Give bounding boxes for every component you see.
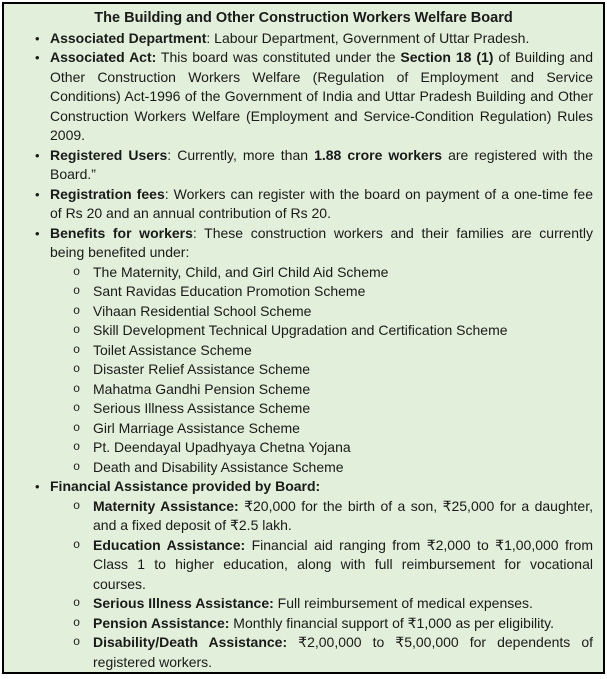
text-segment: : These construction workers and their families are currently being benefited under: [50,224,593,260]
text-segment: Vihaan Residential School Scheme [93,302,312,319]
text-segment: are registered with the Board.” [50,146,594,182]
bullet-list [4,29,593,673]
bullet-item [4,185,593,224]
text-segment: Skill Development Technical Upgradation and Certification Scheme [93,322,508,338]
sub-bullet-item [4,594,593,614]
bold-text-segment: Registered Users [50,146,168,163]
circle-bullet-marker: o [73,420,81,435]
text-segment: This board was constituted under the [156,49,401,65]
bullet-text [93,459,344,475]
circle-bullet-marker: o [73,635,81,649]
bullet-text [93,322,508,338]
text-segment: Disaster Relief Assistance Scheme [93,361,311,377]
circle-bullet-marker: o [73,303,81,318]
text-segment: Death and Disability Assistance Scheme [93,458,344,475]
sub-bullet-item [4,399,593,419]
text-segment: Mahatma Gandhi Pension Scheme [93,380,311,397]
disc-bullet-marker: • [35,479,40,494]
bullet-text [93,537,593,592]
text-segment: of Building and Other Construction Workers Welfare (Regulation of Employment and Service Conditions) Act-1996 of the Government of India and Uttar Pradesh Building and Other Construction Workers Welfare (Employment and Service-Condition Regulation) Rules 2009. [50,49,593,143]
disc-bullet-marker: • [35,30,40,46]
text-segment: Toilet Assistance Scheme [93,341,252,358]
sub-bullet-item [4,341,593,361]
sub-bullet-item [4,282,593,302]
circle-bullet-marker: o [73,323,81,337]
bold-text-segment: Registration fees [50,185,165,202]
text-segment: Serious Illness Assistance Scheme [93,400,311,416]
disc-bullet-marker: • [35,225,40,241]
sub-bullet-item [4,438,593,458]
sub-bullet-item [4,458,593,478]
bullet-text [50,225,593,261]
disc-bullet-marker: • [35,147,40,163]
sub-bullet-item [4,497,593,536]
bullet-text [93,361,310,377]
bold-text-segment: Maternity Assistance: [93,497,239,514]
text-segment: Girl Marriage Assistance Scheme [93,419,300,436]
bullet-text [50,147,593,183]
bullet-text [93,615,554,631]
bullet-text [93,342,252,358]
text-segment: : Workers can register with the board on payment of a one-time fee of Rs 20 and an annual contribution of Rs 20. [50,185,593,221]
text-segment: : Currently, more than [167,146,315,163]
sub-bullet-item [4,263,593,283]
bullet-text [93,400,310,416]
bullet-text [50,478,320,494]
circle-bullet-marker: o [73,498,81,513]
circle-bullet-marker: o [73,596,81,610]
bullet-text [50,30,529,46]
bold-text-segment: Benefits for workers [50,224,193,241]
sub-bullet-item [4,321,593,341]
text-segment: Monthly financial support of ₹1,000 as per eligibility. [229,614,555,631]
bullet-text [93,303,311,319]
bullet-item [4,48,593,146]
text-segment: Sant Ravidas Education Promotion Scheme [93,283,366,299]
welfare-board-info-box [2,2,605,674]
text-segment: Pt. Deendayal Upadhyaya Chetna Yojana [93,439,351,455]
bullet-text [93,439,351,455]
bold-text-segment: 1.88 crore workers [314,146,443,163]
sub-bullet-item [4,380,593,400]
circle-bullet-marker: o [73,381,81,396]
text-segment: ₹2,00,000 to ₹5,00,000 for dependents of registered workers. [93,634,593,670]
disc-bullet-marker: • [35,186,40,202]
bold-text-segment: Associated Act: [50,49,157,65]
circle-bullet-marker: o [73,440,81,454]
bullet-text [93,498,593,534]
disc-bullet-marker: • [35,50,40,65]
text-segment: Financial aid ranging from ₹2,000 to ₹1,00,000 from Class 1 to higher education, along with full reimbursement for vocational courses. [93,536,593,592]
sub-bullet-item [4,614,593,634]
bullet-text [93,634,593,670]
bullet-text [93,420,300,436]
circle-bullet-marker: o [73,615,81,630]
bold-text-segment: Section 18 (1) [400,49,494,65]
bold-text-segment: Pension Assistance: [93,614,230,631]
bullet-text [93,264,388,280]
circle-bullet-marker: o [73,362,81,376]
bold-text-segment: Serious Illness Assistance: [93,595,274,611]
bullet-text [50,49,593,143]
bullet-text [93,595,533,611]
sub-bullet-item [4,302,593,322]
bold-text-segment: Disability/Death Assistance: [93,634,288,650]
text-segment: : Labour Department, Government of Uttar Pradesh. [206,29,530,46]
bullet-text [93,283,365,299]
circle-bullet-marker: o [73,342,81,357]
bullet-text [93,381,310,397]
bullet-item [4,29,593,49]
text-segment: The Maternity, Child, and Girl Child Aid Scheme [93,263,389,280]
bold-text-segment: Associated Department [50,29,207,46]
sub-bullet-item [4,536,593,595]
bold-text-segment: Education Assistance: [93,536,246,553]
circle-bullet-marker: o [73,459,81,474]
bullet-item [4,146,593,185]
bullet-text [50,186,593,222]
bullet-item [4,224,593,263]
text-segment: Full reimbursement of medical expenses. [273,595,533,611]
bold-text-segment: Financial Assistance provided by Board: [50,478,321,494]
sub-bullet-item [4,360,593,380]
document-title: The Building and Other Construction Workers Welfare Board [94,10,513,26]
bullet-item [4,477,593,497]
circle-bullet-marker: o [73,264,81,279]
circle-bullet-marker: o [73,537,81,552]
circle-bullet-marker: o [73,401,81,415]
text-segment: ₹20,000 for the birth of a son, ₹25,000 for a daughter, and a fixed deposit of ₹2.5 lakh. [93,497,593,533]
sub-bullet-item [4,633,593,672]
circle-bullet-marker: o [73,284,81,298]
sub-bullet-item [4,419,593,439]
